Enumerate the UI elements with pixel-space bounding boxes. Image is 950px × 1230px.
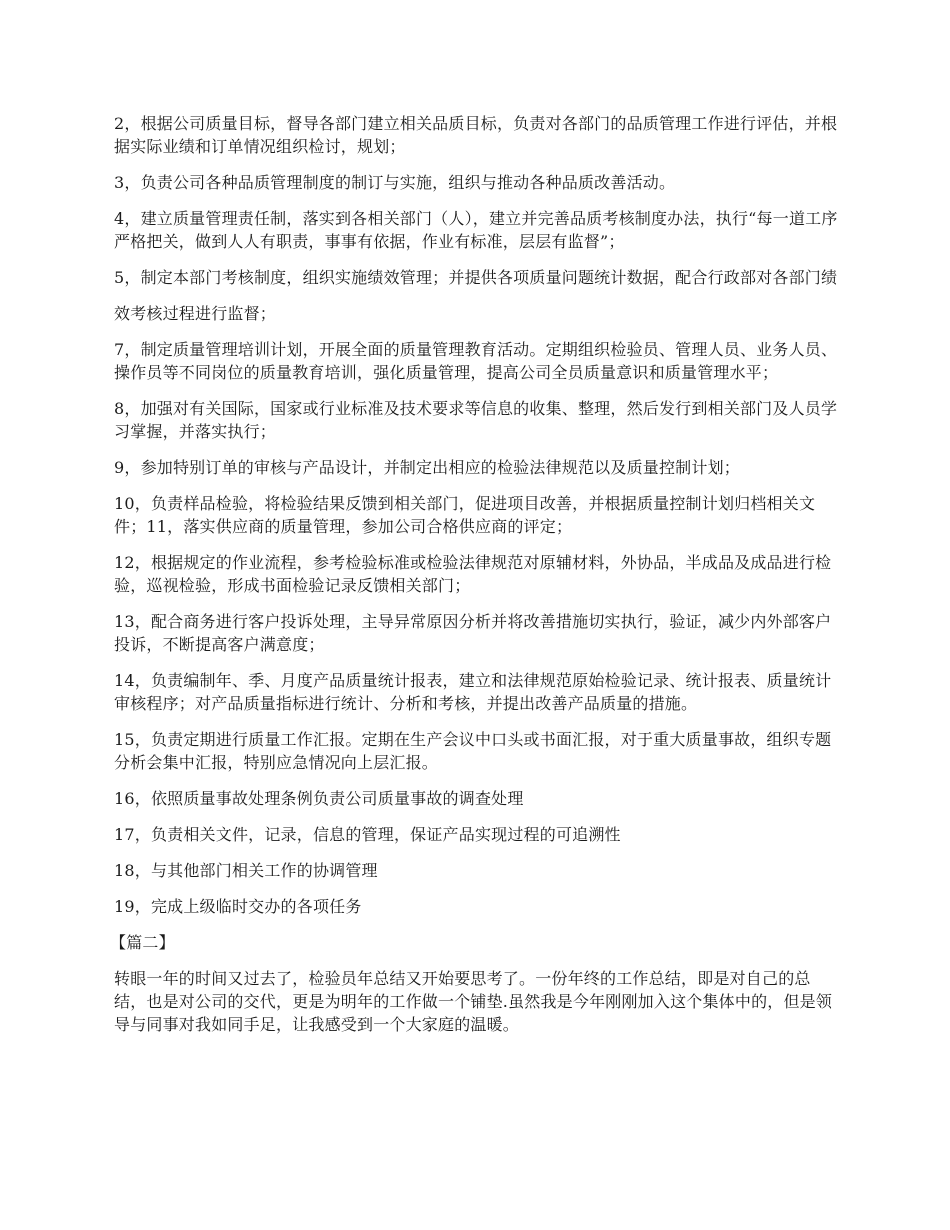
paragraph-item-9: 9，参加特别订单的审核与产品设计，并制定出相应的检验法律规范以及质量控制计划； [114, 458, 740, 477]
paragraph-item-13: 13，配合商务进行客户投诉处理，主导异常原因分析并将改善措施切实执行，验证，减少内外部客户投诉，不断提高客户满意度； [114, 612, 832, 654]
paragraph-item-15: 15，负责定期进行质量工作汇报。定期在生产会议中口头或书面汇报，对于重大质量事故，组织专题分析会集中汇报，特别应急情况向上层汇报。 [114, 730, 832, 772]
paragraph-item-17: 17，负责相关文件，记录，信息的管理，保证产品实现过程的可追溯性 [114, 825, 621, 844]
paragraph-item-7: 7，制定质量管理培训计划，开展全面的质量管理教育活动。定期组织检验员、管理人员、业务人员、操作员等不同岗位的质量教育培训，强化质量管理，提高公司全员质量意识和质量管理水平； [114, 340, 838, 382]
paragraph-item-14: 14，负责编制年、季、月度产品质量统计报表，建立和法律规范原始检验记录、统计报表、质量统计审核程序；对产品质量指标进行统计、分析和考核，并提出改善产品质量的措施。 [114, 671, 832, 713]
paragraph-item-18: 18，与其他部门相关工作的协调管理 [114, 861, 378, 880]
paragraph-item-5-continued: 效考核过程进行监督； [114, 304, 277, 323]
paragraph-item-12: 12，根据规定的作业流程，参考检验标准或检验法律规范对原辅材料，外协品，半成品及成品进行检验，巡视检验，形成书面检验记录反馈相关部门； [114, 553, 832, 595]
closing-paragraph: 转眼一年的时间又过去了，检验员年总结又开始要思考了。一份年终的工作总结，即是对自己的总结，也是对公司的交代，更是为明年的工作做一个铺垫.虽然我是今年刚刚加入这个集体中的，但是领导与同事对我如同手足，让我感受到一个大家庭的温暖。 [114, 969, 833, 1034]
document-page [110, 112, 840, 1049]
paragraph-item-5: 5，制定本部门考核制度，组织实施绩效管理；并提供各项质量问题统计数据，配合行政部对各部门绩 [114, 268, 838, 287]
paragraph-item-2: 2，根据公司质量目标，督导各部门建立相关品质目标，负责对各部门的品质管理工作进行评估，并根据实际业绩和订单情况组织检讨，规划； [114, 114, 838, 156]
paragraph-item-8: 8，加强对有关国际，国家或行业标准及技术要求等信息的收集、整理，然后发行到相关部门及人员学习掌握，并落实执行； [114, 399, 838, 441]
paragraph-item-10-11: 10，负责样品检验，将检验结果反馈到相关部门，促进项目改善，并根据质量控制计划归档相关文件；11，落实供应商的质量管理，参加公司合格供应商的评定； [114, 494, 816, 536]
paragraph-item-16: 16，依照质量事故处理条例负责公司质量事故的调查处理 [114, 789, 524, 808]
paragraph-item-3: 3，负责公司各种品质管理制度的制订与实施，组织与推动各种品质改善活动。 [114, 173, 676, 192]
paragraph-item-19: 19，完成上级临时交办的各项任务 [114, 897, 362, 916]
paragraph-item-4: 4，建立质量管理责任制，落实到各相关部门（人），建立并完善品质考核制度办法，执行“每一道工序严格把关，做到人人有职责，事事有依据，作业有标准，层层有监督”； [114, 209, 838, 251]
section-heading: 【篇二】 [110, 933, 175, 952]
